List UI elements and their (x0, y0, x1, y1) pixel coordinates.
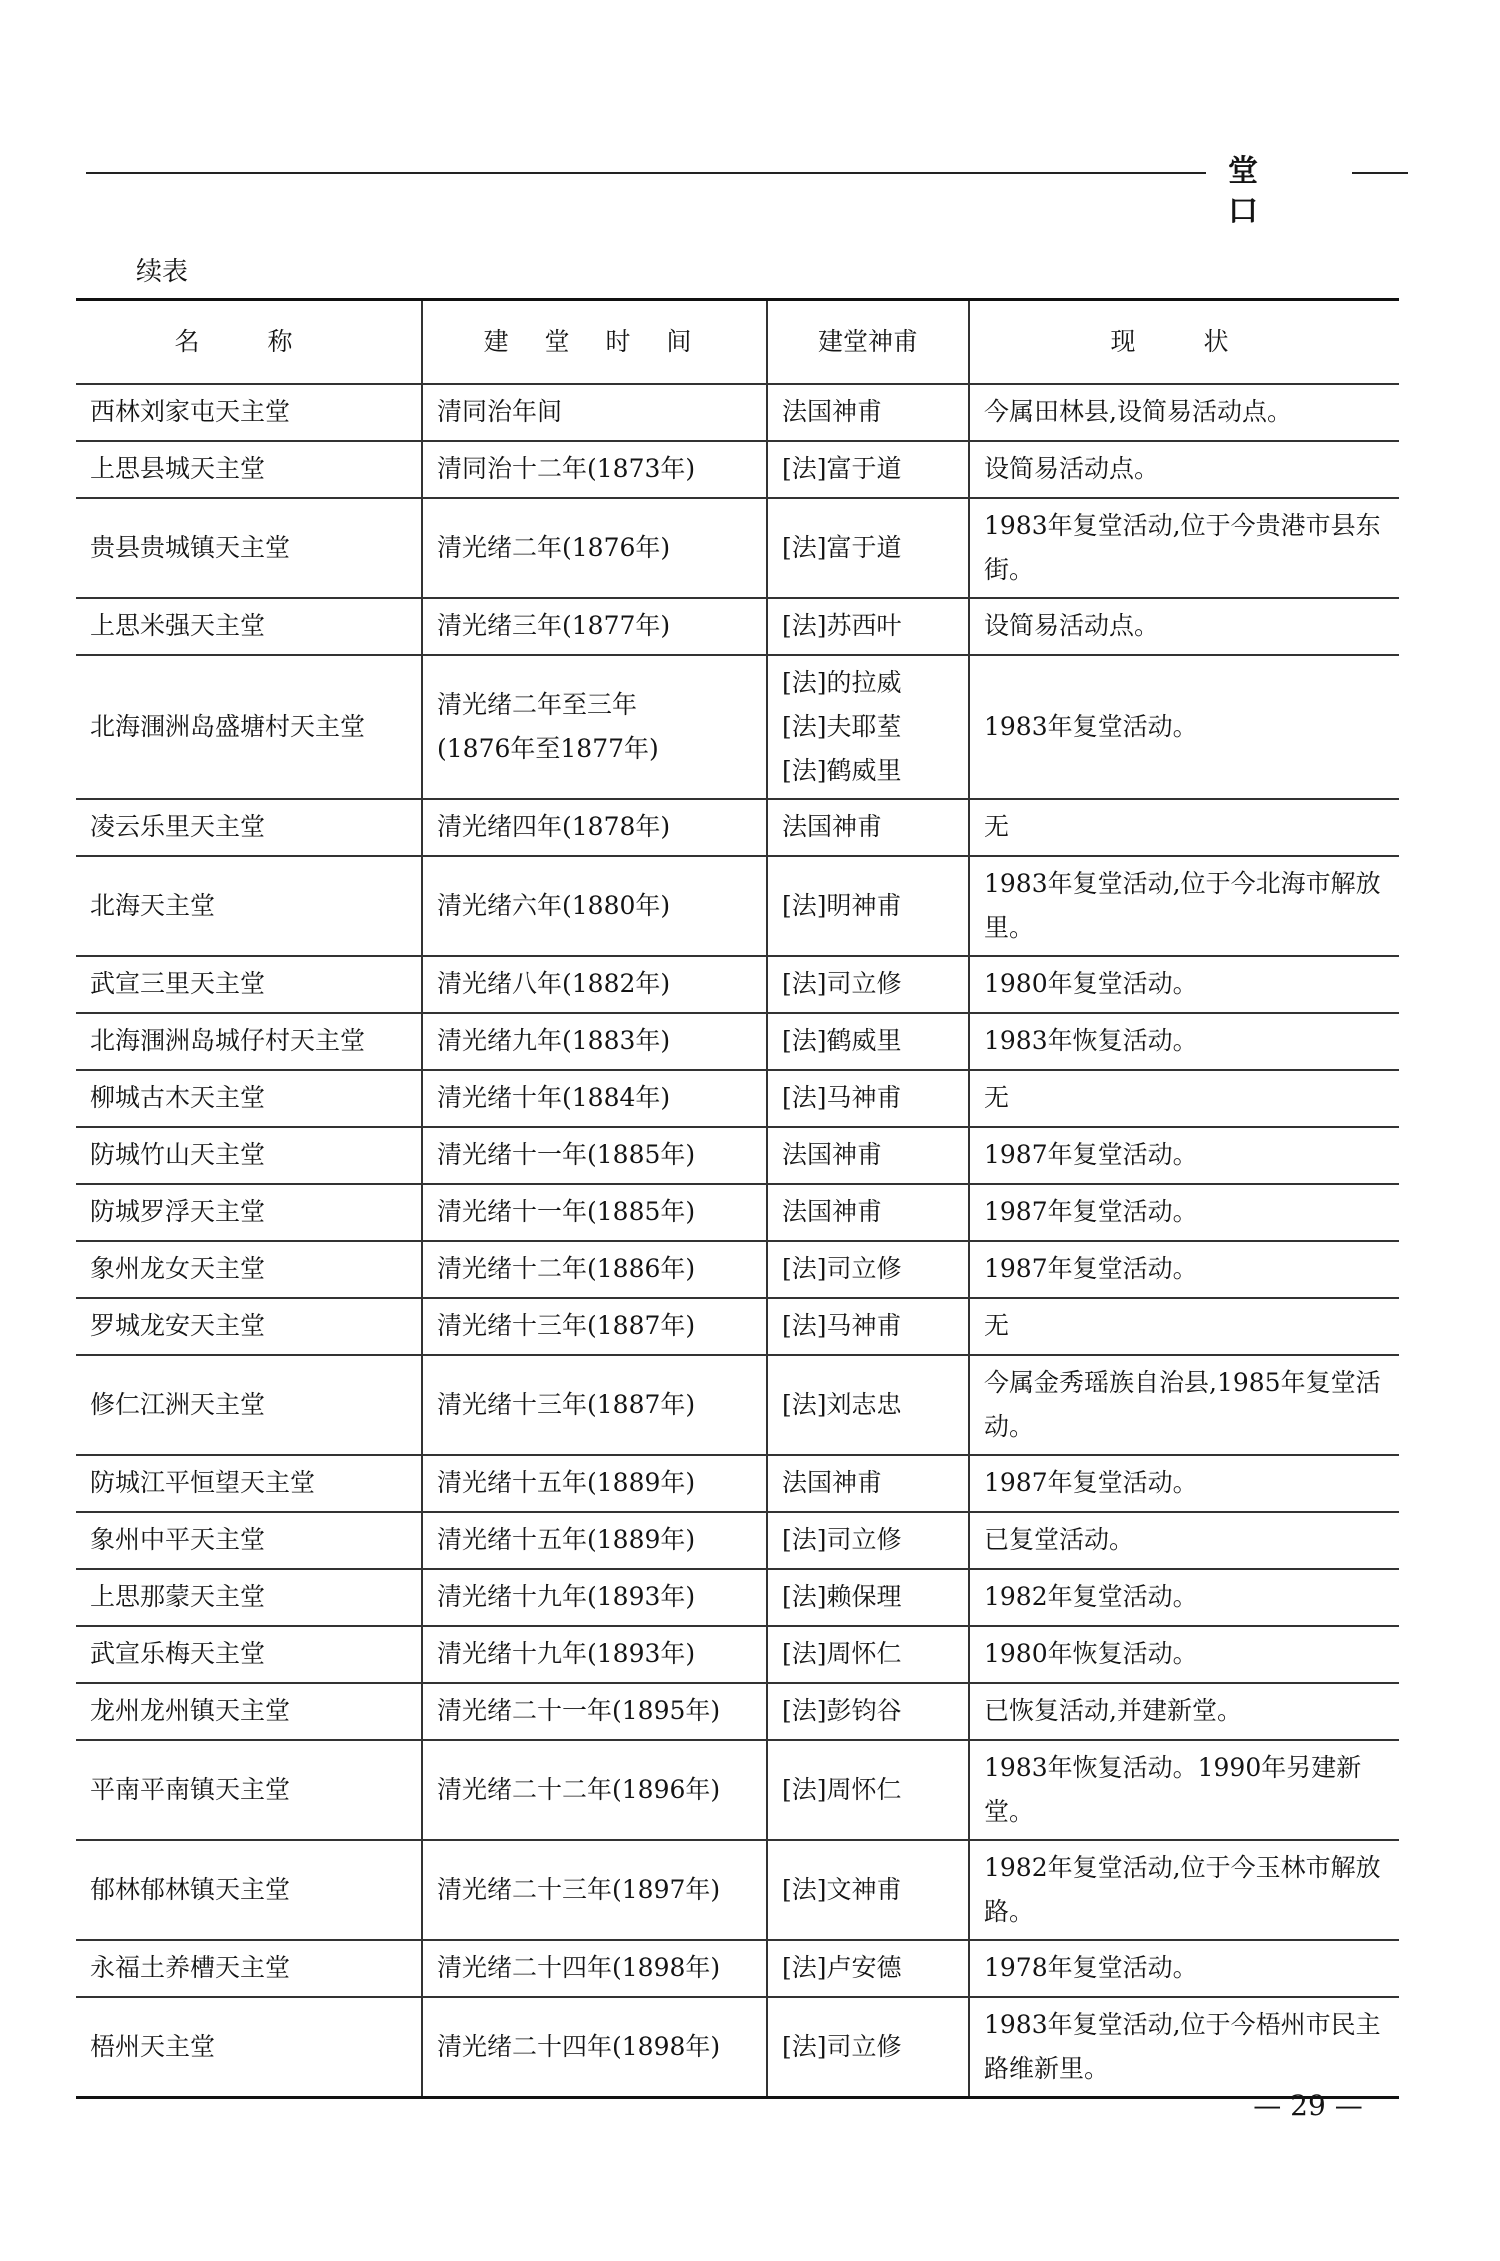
cell-priest: [法]周怀仁 (767, 1740, 969, 1840)
cell-name: 柳城古木天主堂 (76, 1070, 422, 1127)
cell-status: 1982年复堂活动,位于今玉林市解放路。 (969, 1840, 1399, 1940)
cell-time: 清光绪六年(1880年) (422, 856, 767, 956)
cell-time: 清光绪十二年(1886年) (422, 1241, 767, 1298)
table-row (76, 1683, 1399, 1740)
table-row (76, 1512, 1399, 1569)
cell-status: 设简易活动点。 (969, 598, 1399, 655)
cell-status: 已恢复活动,并建新堂。 (969, 1683, 1399, 1740)
cell-status: 1983年复堂活动,位于今梧州市民主路维新里。 (969, 1997, 1399, 2098)
church-table (76, 298, 1399, 2099)
cell-name: 永福土养槽天主堂 (76, 1940, 422, 1997)
cell-name: 龙州龙州镇天主堂 (76, 1683, 422, 1740)
cell-name: 上思县城天主堂 (76, 441, 422, 498)
cell-time: 清光绪四年(1878年) (422, 799, 767, 856)
table-row (76, 1626, 1399, 1683)
table-row (76, 1013, 1399, 1070)
table-row (76, 441, 1399, 498)
cell-status: 1987年复堂活动。 (969, 1184, 1399, 1241)
header-rule-right (1352, 172, 1408, 174)
table-row (76, 1455, 1399, 1512)
page-number: — 29 — (1253, 2089, 1363, 2122)
column-header-time: 建 堂 时 间 (422, 300, 767, 384)
table-row (76, 598, 1399, 655)
cell-name: 北海涠洲岛盛塘村天主堂 (76, 655, 422, 799)
cell-time: 清光绪九年(1883年) (422, 1013, 767, 1070)
table-row (76, 1070, 1399, 1127)
cell-priest: [法]明神甫 (767, 856, 969, 956)
table-row (76, 1127, 1399, 1184)
column-header-status: 现 状 (969, 300, 1399, 384)
cell-time: 清光绪二十二年(1896年) (422, 1740, 767, 1840)
table-body (76, 384, 1399, 2098)
cell-name: 武宣三里天主堂 (76, 956, 422, 1013)
cell-time: 清光绪二十四年(1898年) (422, 1940, 767, 1997)
cell-name: 象州龙女天主堂 (76, 1241, 422, 1298)
cell-priest: [法]刘志忠 (767, 1355, 969, 1455)
cell-priest: 法国神甫 (767, 384, 969, 441)
cell-name: 武宣乐梅天主堂 (76, 1626, 422, 1683)
cell-priest: [法]卢安德 (767, 1940, 969, 1997)
cell-status: 1980年复堂活动。 (969, 956, 1399, 1013)
cell-time: 清光绪二年(1876年) (422, 498, 767, 598)
cell-priest: [法]司立修 (767, 1512, 969, 1569)
cell-priest: [法]周怀仁 (767, 1626, 969, 1683)
cell-status: 1980年恢复活动。 (969, 1626, 1399, 1683)
cell-status: 1987年复堂活动。 (969, 1127, 1399, 1184)
cell-priest: [法]赖保理 (767, 1569, 969, 1626)
cell-time: 清光绪十三年(1887年) (422, 1298, 767, 1355)
cell-status: 1987年复堂活动。 (969, 1455, 1399, 1512)
cell-priest: 法国神甫 (767, 799, 969, 856)
cell-status: 1987年复堂活动。 (969, 1241, 1399, 1298)
cell-priest: [法]富于道 (767, 498, 969, 598)
cell-priest: 法国神甫 (767, 1127, 969, 1184)
cell-time: 清光绪八年(1882年) (422, 956, 767, 1013)
table-row (76, 856, 1399, 956)
header-rule (86, 172, 1206, 174)
cell-priest: [法]富于道 (767, 441, 969, 498)
cell-name: 上思那蒙天主堂 (76, 1569, 422, 1626)
cell-time: 清光绪二十四年(1898年) (422, 1997, 767, 2098)
cell-status: 1983年复堂活动,位于今北海市解放里。 (969, 856, 1399, 956)
cell-name: 罗城龙安天主堂 (76, 1298, 422, 1355)
table-row (76, 1569, 1399, 1626)
cell-time: 清光绪十五年(1889年) (422, 1512, 767, 1569)
table-row (76, 1298, 1399, 1355)
table-row (76, 1840, 1399, 1940)
cell-priest: [法]司立修 (767, 1241, 969, 1298)
cell-name: 西林刘家屯天主堂 (76, 384, 422, 441)
table-row (76, 1940, 1399, 1997)
cell-name: 防城罗浮天主堂 (76, 1184, 422, 1241)
cell-time: 清光绪二十三年(1897年) (422, 1840, 767, 1940)
table-row (76, 1241, 1399, 1298)
cell-name: 贵县贵城镇天主堂 (76, 498, 422, 598)
cell-name: 象州中平天主堂 (76, 1512, 422, 1569)
cell-status: 1982年复堂活动。 (969, 1569, 1399, 1626)
cell-name: 平南平南镇天主堂 (76, 1740, 422, 1840)
cell-time: 清光绪二年至三年 (1876年至1877年) (422, 655, 767, 799)
cell-status: 1983年恢复活动。 (969, 1013, 1399, 1070)
table-row (76, 1184, 1399, 1241)
cell-priest: [法]鹤威里 (767, 1013, 969, 1070)
table-row (76, 498, 1399, 598)
table-row (76, 1997, 1399, 2098)
cell-status: 1983年恢复活动。1990年另建新堂。 (969, 1740, 1399, 1840)
cell-time: 清光绪十九年(1893年) (422, 1626, 767, 1683)
cell-time: 清光绪二十一年(1895年) (422, 1683, 767, 1740)
cell-status: 1978年复堂活动。 (969, 1940, 1399, 1997)
cell-priest: [法]的拉威 [法]夫耶荎 [法]鹤威里 (767, 655, 969, 799)
section-title: 堂口 (1228, 154, 1292, 229)
cell-status: 无 (969, 1298, 1399, 1355)
table-caption: 续表 (136, 257, 189, 287)
cell-priest: 法国神甫 (767, 1184, 969, 1241)
cell-priest: [法]司立修 (767, 956, 969, 1013)
table-row (76, 956, 1399, 1013)
cell-status: 无 (969, 1070, 1399, 1127)
cell-priest: [法]司立修 (767, 1997, 969, 2098)
table-row (76, 1355, 1399, 1455)
column-header-priest: 建堂神甫 (767, 300, 969, 384)
table-row (76, 655, 1399, 799)
cell-priest: [法]马神甫 (767, 1298, 969, 1355)
cell-priest: [法]文神甫 (767, 1840, 969, 1940)
cell-name: 防城竹山天主堂 (76, 1127, 422, 1184)
cell-time: 清同治十二年(1873年) (422, 441, 767, 498)
cell-time: 清光绪十九年(1893年) (422, 1569, 767, 1626)
cell-status: 1983年复堂活动,位于今贵港市县东街。 (969, 498, 1399, 598)
cell-priest: [法]马神甫 (767, 1070, 969, 1127)
cell-time: 清光绪十一年(1885年) (422, 1127, 767, 1184)
cell-time: 清同治年间 (422, 384, 767, 441)
cell-status: 1983年复堂活动。 (969, 655, 1399, 799)
cell-priest: [法]彭钧谷 (767, 1683, 969, 1740)
cell-name: 北海天主堂 (76, 856, 422, 956)
cell-name: 北海涠洲岛城仔村天主堂 (76, 1013, 422, 1070)
cell-time: 清光绪十年(1884年) (422, 1070, 767, 1127)
cell-name: 凌云乐里天主堂 (76, 799, 422, 856)
cell-time: 清光绪三年(1877年) (422, 598, 767, 655)
cell-priest: 法国神甫 (767, 1455, 969, 1512)
table-row (76, 799, 1399, 856)
cell-priest: [法]苏西叶 (767, 598, 969, 655)
cell-name: 修仁江洲天主堂 (76, 1355, 422, 1455)
cell-status: 设简易活动点。 (969, 441, 1399, 498)
cell-status: 无 (969, 799, 1399, 856)
cell-name: 郁林郁林镇天主堂 (76, 1840, 422, 1940)
cell-time: 清光绪十三年(1887年) (422, 1355, 767, 1455)
cell-status: 今属金秀瑶族自治县,1985年复堂活动。 (969, 1355, 1399, 1455)
cell-status: 今属田林县,设简易活动点。 (969, 384, 1399, 441)
cell-name: 上思米强天主堂 (76, 598, 422, 655)
table-row (76, 384, 1399, 441)
column-header-name: 名 称 (76, 300, 422, 384)
cell-time: 清光绪十一年(1885年) (422, 1184, 767, 1241)
cell-time: 清光绪十五年(1889年) (422, 1455, 767, 1512)
table-row (76, 1740, 1399, 1840)
cell-name: 防城江平恒望天主堂 (76, 1455, 422, 1512)
table-header-row (76, 300, 1399, 384)
cell-status: 已复堂活动。 (969, 1512, 1399, 1569)
cell-name: 梧州天主堂 (76, 1997, 422, 2098)
